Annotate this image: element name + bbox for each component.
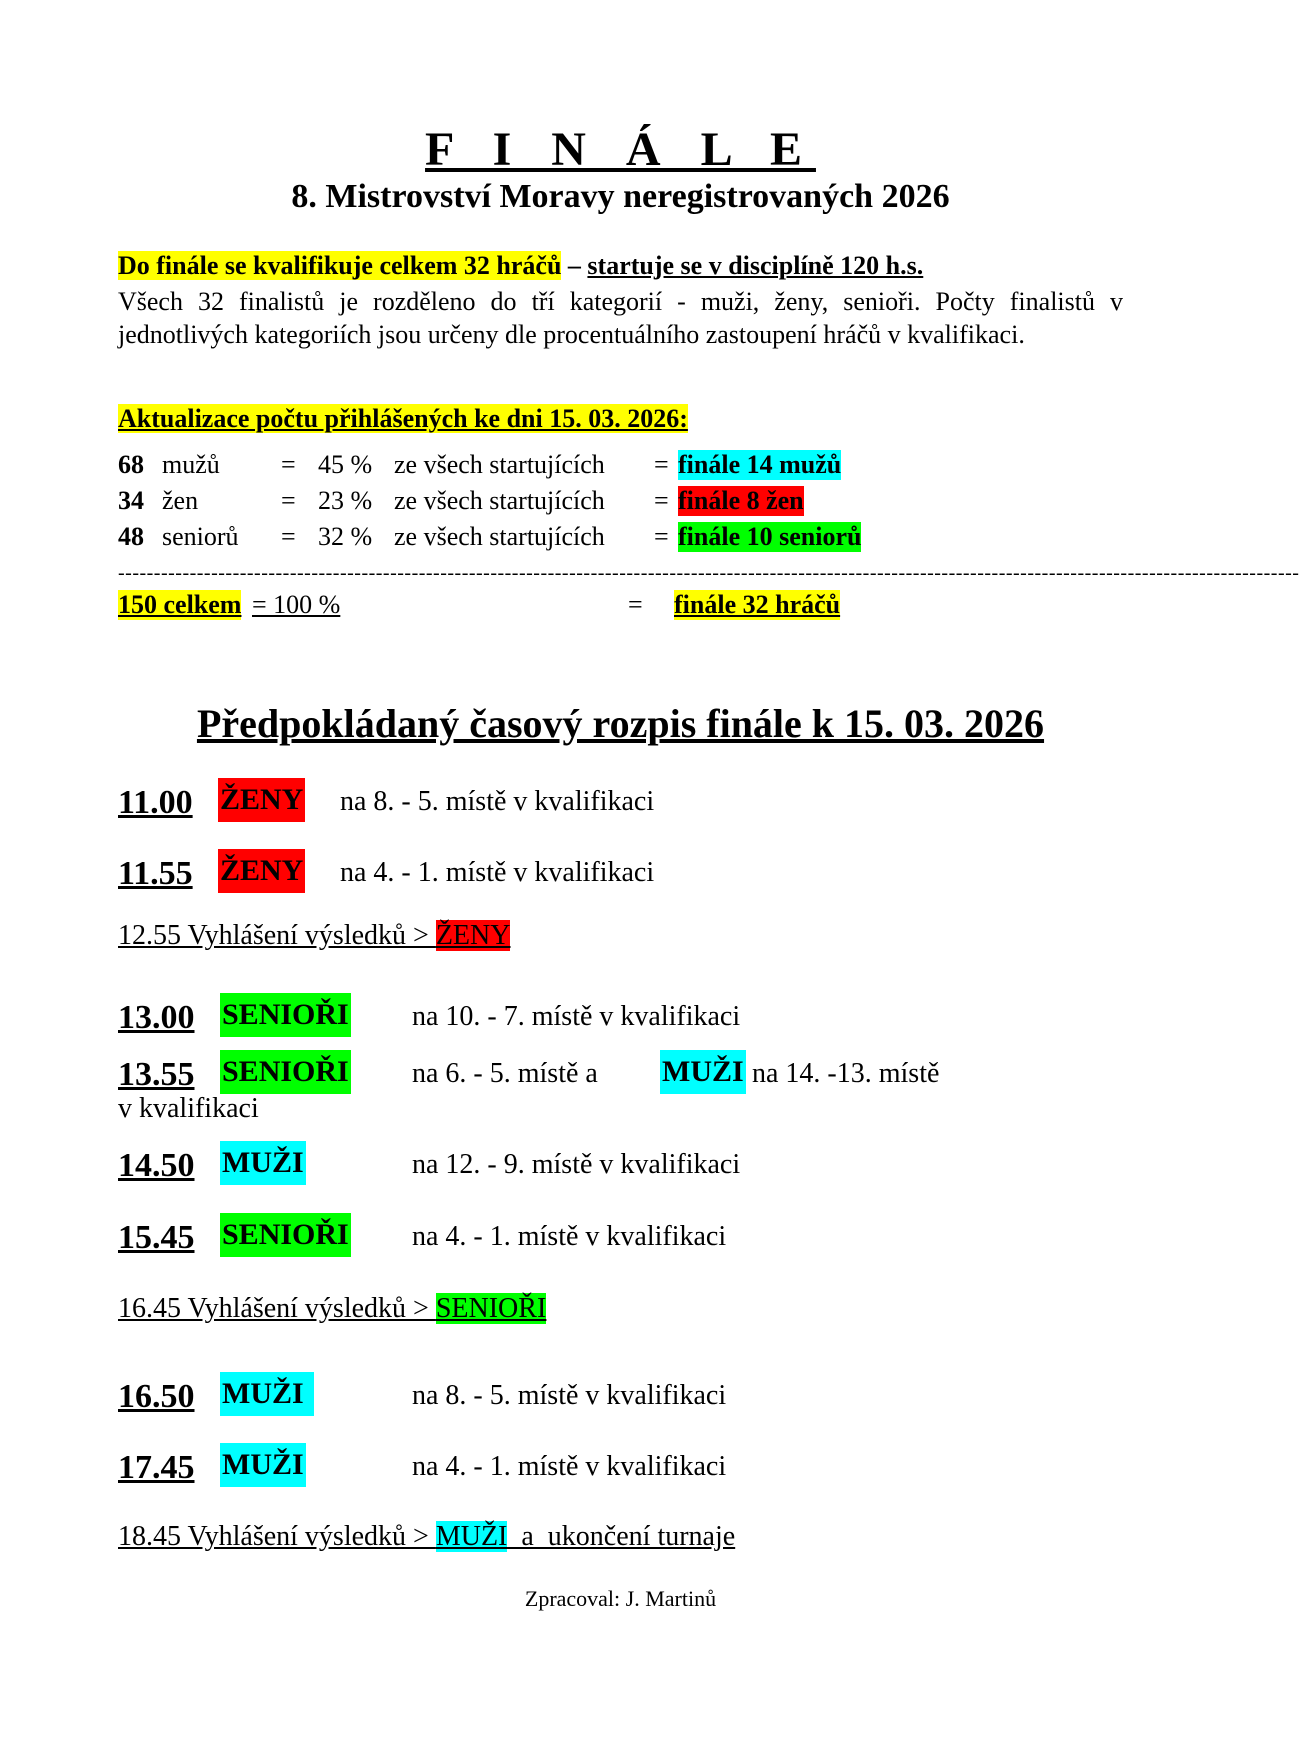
page-title: F I N Á L E — [425, 123, 816, 176]
total-label: 150 celkem — [118, 590, 242, 619]
schedule-time: 13.00 — [118, 999, 195, 1036]
qualification-line — [118, 251, 923, 281]
announcement-text: 18.45 Vyhlášení výsledků > — [118, 1521, 436, 1552]
schedule-desc: na 10. - 7. místě v kvalifikaci — [412, 1001, 741, 1032]
stat-equals: = — [654, 522, 669, 551]
schedule-desc: na 8. - 5. místě v kvalifikaci — [412, 1380, 727, 1411]
schedule-time: 15.45 — [118, 1219, 195, 1256]
stat-result-men: finále 14 mužů — [678, 450, 842, 479]
schedule-desc: na 8. - 5. místě v kvalifikaci — [340, 786, 655, 817]
announcement — [118, 920, 510, 952]
stat-text: ze všech startujících — [394, 522, 605, 551]
schedule-desc-wrap: v kvalifikaci — [118, 1093, 259, 1124]
schedule-title: Předpokládaný časový rozpis finále k 15. 03. 2026 — [196, 701, 1045, 746]
schedule-desc: na 12. - 9. místě v kvalifikaci — [412, 1149, 741, 1180]
category-badge-men: MUŽI — [660, 1050, 746, 1094]
schedule-row — [118, 1044, 1018, 1094]
stat-name: mužů — [162, 450, 220, 479]
discipline-text: startuje se v disciplíně 120 h.s. — [587, 251, 924, 280]
intro-paragraph: Všech 32 finalistů je rozděleno do tří kategorií - muži, ženy, senioři. Počty finalistů v jednotlivých kategoriích jsou určeny dle procentuálního zastoupení hráčů v kvalifikaci. — [118, 287, 1123, 349]
page-subtitle: 8. Mistrovství Moravy neregistrovaných 2026 — [291, 178, 950, 215]
stat-percent: 23 % — [318, 486, 373, 515]
announcement-after: a ukončení turnaje — [507, 1521, 736, 1552]
stat-count: 68 — [118, 450, 144, 479]
total-result: finále 32 hráčů — [674, 590, 841, 619]
schedule-desc: na 6. - 5. místě a — [412, 1058, 598, 1089]
schedule-time: 14.50 — [118, 1147, 195, 1184]
announcement-text: 12.55 Vyhlášení výsledků > — [118, 920, 436, 951]
schedule-desc: na 4. - 1. místě v kvalifikaci — [340, 857, 655, 888]
stat-name: seniorů — [162, 522, 239, 551]
stat-text: ze všech startujících — [394, 450, 605, 479]
announcement-tag: SENIOŘI — [435, 1293, 547, 1324]
stat-percent: 32 % — [318, 522, 373, 551]
announcement-tag: MUŽI — [435, 1521, 508, 1552]
category-badge-seniors: SENIOŘI — [220, 1050, 351, 1094]
category-badge-men: MUŽI — [220, 1141, 306, 1185]
category-badge-women: ŽENY — [218, 778, 305, 822]
update-heading — [118, 404, 688, 434]
stat-result-women: finále 8 žen — [678, 486, 804, 515]
schedule-time: 17.45 — [118, 1449, 195, 1486]
announcement-text: 16.45 Vyhlášení výsledků > — [118, 1293, 436, 1324]
schedule-time: 16.50 — [118, 1378, 195, 1415]
announcement-tag: ŽENY — [435, 920, 511, 951]
total-percent: = 100 % — [252, 590, 341, 619]
stat-equals: = — [281, 522, 296, 551]
stat-count: 34 — [118, 486, 144, 515]
category-badge-seniors: SENIOŘI — [220, 1213, 351, 1257]
announcement — [118, 1521, 735, 1553]
schedule-time: 13.55 — [118, 1056, 195, 1093]
update-label: Aktualizace počtu přihlášených ke dni 15. 03. 2026: — [118, 404, 688, 433]
total-row — [118, 590, 878, 624]
footer-credit: Zpracoval: J. Martinů — [524, 1586, 717, 1611]
stat-equals: = — [281, 486, 296, 515]
schedule-time: 11.00 — [118, 784, 193, 821]
stat-percent: 45 % — [318, 450, 373, 479]
category-badge-women: ŽENY — [218, 849, 305, 893]
divider: --------------------------------------------------------------------------------------------------------------------------------------------------------------------- — [118, 562, 1299, 584]
schedule-desc: na 4. - 1. místě v kvalifikaci — [412, 1451, 727, 1482]
schedule-desc: na 14. -13. místě — [752, 1058, 940, 1089]
category-badge-men: MUŽI — [220, 1372, 314, 1416]
schedule-desc: na 4. - 1. místě v kvalifikaci — [412, 1221, 727, 1252]
category-badge-seniors: SENIOŘI — [220, 993, 351, 1037]
stat-equals: = — [654, 486, 669, 515]
total-equals: = — [628, 590, 643, 619]
stat-result-seniors: finále 10 seniorů — [678, 522, 862, 551]
schedule-time: 11.55 — [118, 855, 193, 892]
stat-equals: = — [654, 450, 669, 479]
qualify-highlight: Do finále se kvalifikuje celkem 32 hráčů — [118, 251, 562, 280]
qualify-dash: – — [561, 251, 588, 280]
announcement — [118, 1293, 546, 1325]
stat-equals: = — [281, 450, 296, 479]
stat-name: žen — [162, 486, 199, 515]
stat-count: 48 — [118, 522, 144, 551]
category-badge-men: MUŽI — [220, 1443, 306, 1487]
stat-text: ze všech startujících — [394, 486, 605, 515]
